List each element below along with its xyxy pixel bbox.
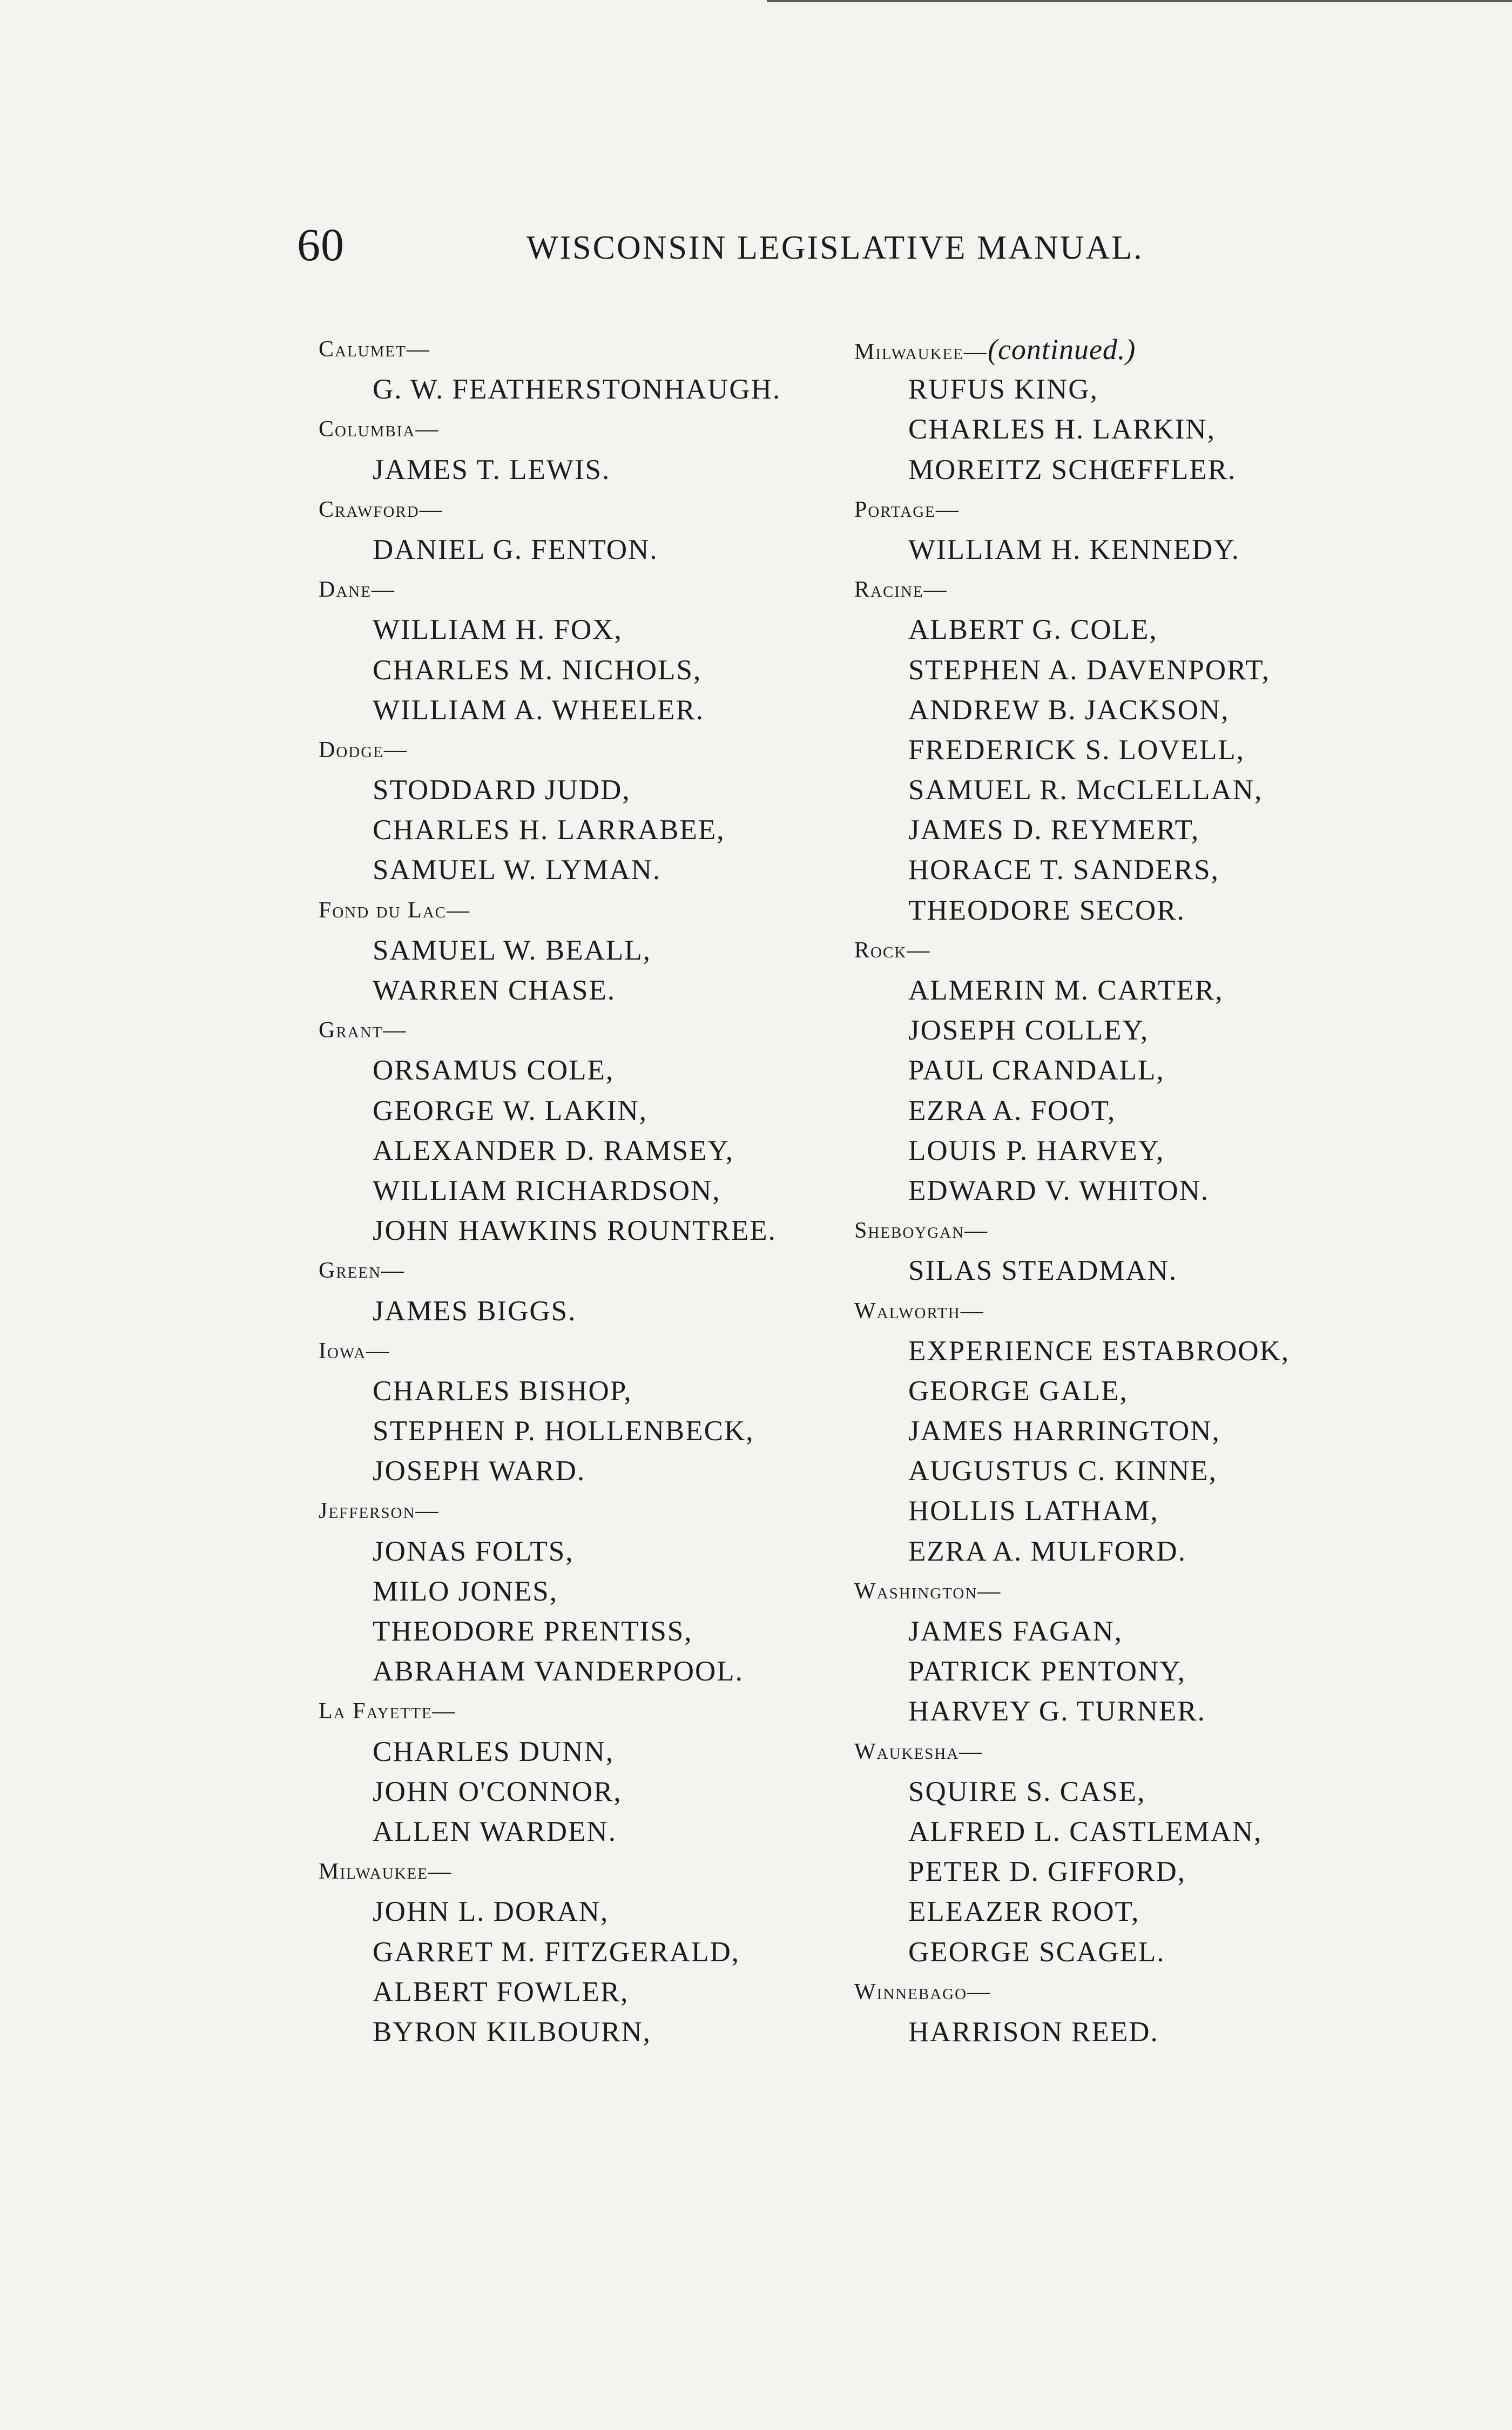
county-heading — [319, 890, 848, 930]
county-name: Milwaukee— — [319, 1859, 452, 1885]
member-name: SAMUEL W. LYMAN. — [373, 854, 662, 886]
member-name: SQUIRE S. CASE, — [908, 1776, 1146, 1807]
county-heading — [319, 490, 848, 530]
member-name: STEPHEN P. HOLLENBECK, — [373, 1415, 754, 1447]
county-heading — [319, 1852, 848, 1892]
county-name: Walworth— — [854, 1298, 984, 1324]
county-heading — [319, 1251, 848, 1291]
member-name: JAMES T. LEWIS. — [373, 454, 611, 485]
county-heading — [854, 490, 1394, 530]
member-name: PATRICK PENTONY, — [908, 1656, 1186, 1688]
member-name: JAMES HARRINGTON, — [908, 1415, 1220, 1447]
member-name: WILLIAM H. KENNEDY. — [908, 534, 1240, 565]
county-heading — [319, 409, 848, 449]
member-name: LOUIS P. HARVEY, — [908, 1135, 1165, 1166]
member-name: FREDERICK S. LOVELL, — [908, 734, 1245, 766]
county-name: Milwaukee— — [854, 340, 988, 364]
county-name: Calumet— — [319, 337, 430, 362]
county-name: Waukesha— — [854, 1739, 983, 1764]
continued-note: (continued.) — [987, 333, 1136, 366]
member-name: WARREN CHASE. — [373, 975, 616, 1006]
member-name: THEODORE PRENTISS, — [373, 1616, 693, 1647]
member-name: CHARLES BISHOP, — [373, 1375, 632, 1407]
running-head-title: WISCONSIN LEGISLATIVE MANUAL. — [526, 230, 1144, 266]
county-heading — [854, 1291, 1394, 1331]
member-name: ORSAMUS COLE, — [373, 1055, 615, 1086]
member-name: G. W. FEATHERSTONHAUGH. — [373, 374, 781, 406]
county-heading — [854, 930, 1394, 970]
county-name: Racine— — [854, 577, 948, 603]
member-name: SILAS STEADMAN. — [908, 1255, 1178, 1287]
county-name: Dodge— — [319, 737, 408, 762]
member-name: HARVEY G. TURNER. — [908, 1696, 1206, 1727]
county-heading — [319, 570, 848, 610]
member-name: PETER D. GIFFORD, — [908, 1856, 1186, 1888]
county-heading — [319, 1010, 848, 1050]
member-name: ALLEN WARDEN. — [373, 1815, 617, 1847]
member-name: ANDREW B. JACKSON, — [908, 694, 1230, 726]
member-name: STEPHEN A. DAVENPORT, — [908, 654, 1270, 686]
member-name: THEODORE SECOR. — [908, 894, 1185, 926]
county-name: Green— — [319, 1258, 406, 1284]
member-name: HORACE T. SANDERS, — [908, 854, 1219, 886]
member-name: HARRISON REED. — [908, 2016, 1159, 2048]
member-name: RUFUS KING, — [908, 374, 1098, 406]
county-name: Portage— — [854, 497, 960, 522]
member-name: CHARLES DUNN, — [373, 1736, 615, 1767]
county-heading — [854, 329, 1394, 369]
county-name: Iowa— — [319, 1338, 390, 1364]
member-name: ALEXANDER D. RAMSEY, — [373, 1135, 734, 1166]
county-heading — [854, 570, 1394, 610]
county-name: Jefferson— — [319, 1498, 440, 1524]
county-name: Fond du Lac— — [319, 897, 471, 923]
member-name: HOLLIS LATHAM, — [908, 1495, 1159, 1527]
member-name: JOSEPH WARD. — [373, 1455, 586, 1487]
member-name: CHARLES H. LARRABEE, — [373, 814, 725, 846]
member-name: JOHN O'CONNOR, — [373, 1776, 622, 1807]
county-heading — [319, 1331, 848, 1371]
county-name: La Fayette— — [319, 1699, 456, 1724]
county-name: Sheboygan— — [854, 1218, 989, 1244]
member-name: DANIEL G. FENTON. — [373, 534, 658, 565]
county-name: Rock— — [854, 937, 931, 963]
member-name: JAMES FAGAN, — [908, 1616, 1123, 1647]
member-name: EXPERIENCE ESTABROOK, — [908, 1335, 1290, 1367]
member-name: ELEAZER ROOT, — [908, 1896, 1140, 1928]
county-heading — [319, 1691, 848, 1731]
member-name: WILLIAM H. FOX, — [373, 614, 623, 646]
member-name: ABRAHAM VANDERPOOL. — [373, 1656, 744, 1688]
county-heading — [319, 730, 848, 770]
member-name: WILLIAM A. WHEELER. — [373, 694, 705, 726]
county-heading — [854, 1211, 1394, 1251]
county-heading — [319, 329, 848, 369]
member-name: ALMERIN M. CARTER, — [908, 975, 1224, 1006]
member-name: GEORGE GALE, — [908, 1375, 1128, 1407]
member-name: MOREITZ SCHŒFFLER. — [908, 454, 1237, 485]
county-heading — [854, 1571, 1394, 1611]
county-name: Grant— — [319, 1018, 407, 1043]
member-name: EZRA A. MULFORD. — [908, 1535, 1186, 1567]
county-heading — [854, 1732, 1394, 1772]
member-name: CHARLES M. NICHOLS, — [373, 654, 702, 686]
member-name: GEORGE SCAGEL. — [908, 1936, 1165, 1968]
page-number: 60 — [297, 219, 345, 271]
member-name: ALBERT FOWLER, — [373, 1976, 629, 2008]
member-name: SAMUEL W. BEALL, — [373, 934, 651, 966]
member-name: SAMUEL R. McCLELLAN, — [908, 774, 1263, 806]
member-name: JONAS FOLTS, — [373, 1535, 574, 1567]
member-name: EZRA A. FOOT, — [908, 1095, 1116, 1126]
member-name: JOHN L. DORAN, — [373, 1896, 609, 1928]
member-name: ALFRED L. CASTLEMAN, — [908, 1815, 1263, 1847]
county-name: Crawford— — [319, 497, 443, 522]
county-heading — [854, 1972, 1394, 2012]
member-name: BYRON KILBOURN, — [373, 2016, 651, 2048]
right-column — [854, 329, 1394, 2052]
member-name: GEORGE W. LAKIN, — [373, 1095, 647, 1126]
member-name: JOSEPH COLLEY, — [908, 1015, 1149, 1047]
member-name: JAMES D. REYMERT, — [908, 814, 1200, 846]
member-name: JAMES BIGGS. — [373, 1295, 577, 1327]
member-name: CHARLES H. LARKIN, — [908, 414, 1216, 446]
county-name: Washington— — [854, 1578, 1002, 1604]
member-name: ALBERT G. COLE, — [908, 614, 1158, 646]
county-name: Columbia— — [319, 417, 440, 442]
county-heading — [319, 1491, 848, 1531]
member-name: GARRET M. FITZGERALD, — [373, 1936, 740, 1968]
left-column — [319, 329, 848, 2052]
member-name: AUGUSTUS C. KINNE, — [908, 1455, 1217, 1487]
county-name: Dane— — [319, 577, 395, 603]
member-name: PAUL CRANDALL, — [908, 1055, 1165, 1086]
member-name: WILLIAM RICHARDSON, — [373, 1174, 721, 1206]
member-name: EDWARD V. WHITON. — [908, 1174, 1210, 1206]
member-name: MILO JONES, — [373, 1575, 558, 1607]
top-edge-rule — [767, 0, 1512, 2]
member-name: JOHN HAWKINS ROUNTREE. — [373, 1215, 777, 1247]
county-name: Winnebago— — [854, 1979, 991, 2004]
member-name: STODDARD JUDD, — [373, 774, 631, 806]
